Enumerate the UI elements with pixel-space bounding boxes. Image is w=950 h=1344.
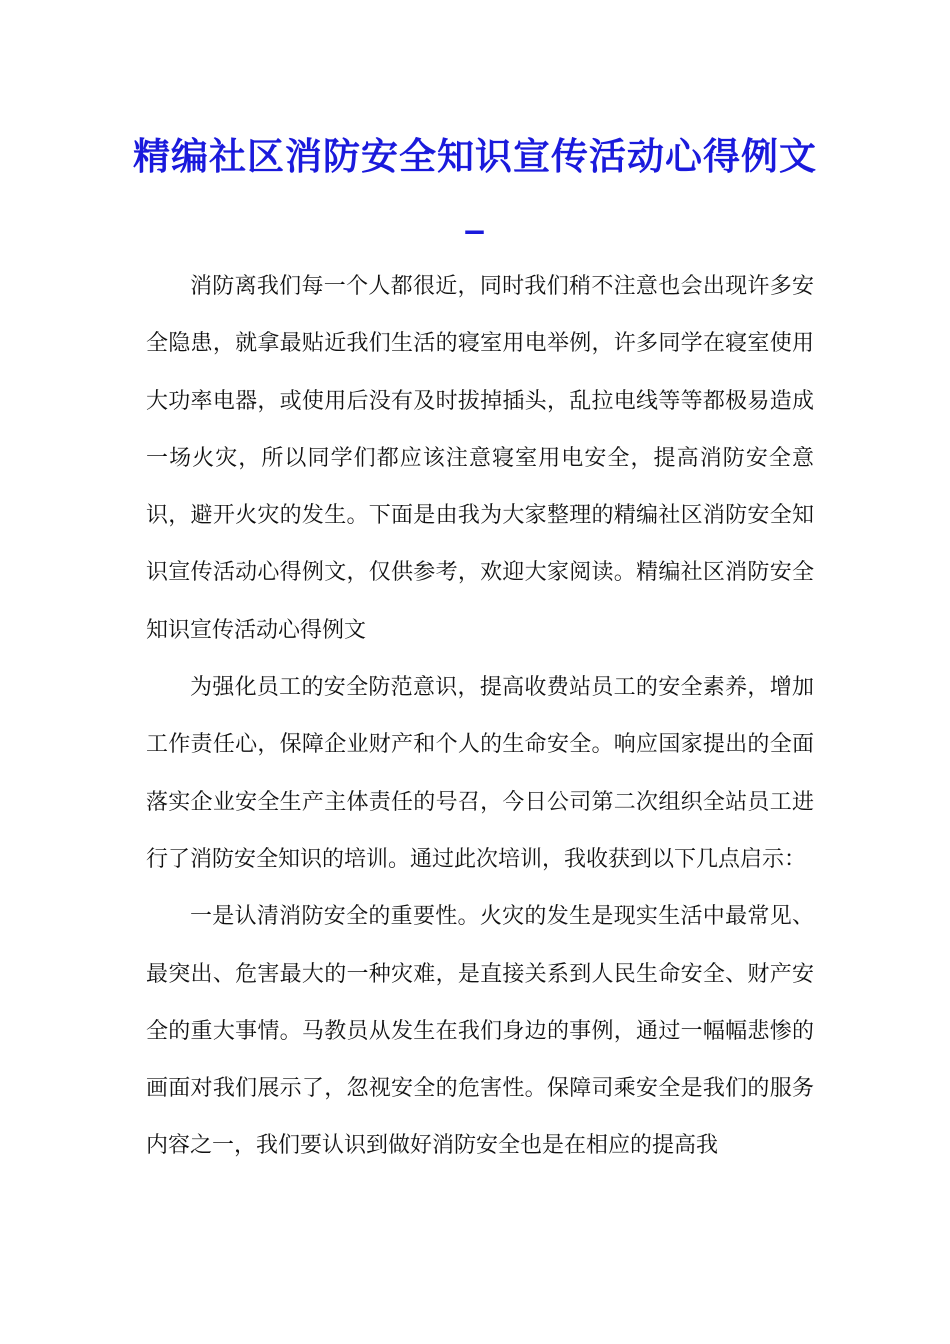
paragraph-importance: 一是认清消防安全的重要性。火灾的发生是现实生活中最常见、最突出、危害最大的一种灾难，是直接关系到人民生命安全、财产安全的重大事情。马教员从发生在我们身边的事例，通过一幅幅悲惨的画面对我们展示了，忽视安全的危害性。保障司乘安全是我们的服务内容之一，我们要认识到做好消防安全也是在相应的提高我 (146, 904, 814, 1159)
document-body (146, 258, 814, 1175)
document-title: 精编社区消防安全知识宣传活动心得例文_ (133, 134, 817, 234)
paragraph-intro: 消防离我们每一个人都很近，同时我们稍不注意也会出现许多安全隐患，就拿最贴近我们生活的寝室用电举例，许多同学在寝室使用大功率电器，或使用后没有及时拔掉插头，乱拉电线等等都极易造成一场火灾，所以同学们都应该注意寝室用电安全，提高消防安全意识，避开火灾的发生。下面是由我为大家整理的精编社区消防安全知识宣传活动心得例文，仅供参考，欢迎大家阅读。精编社区消防安全知识宣传活动心得例文 (146, 274, 814, 643)
paragraph-training: 为强化员工的安全防范意识，提高收费站员工的安全素养，增加工作责任心，保障企业财产和个人的生命安全。响应国家提出的全面落实企业安全生产主体责任的号召，今日公司第二次组织全站员工进行了消防安全知识的培训。通过此次培训，我收获到以下几点启示： (146, 675, 814, 872)
